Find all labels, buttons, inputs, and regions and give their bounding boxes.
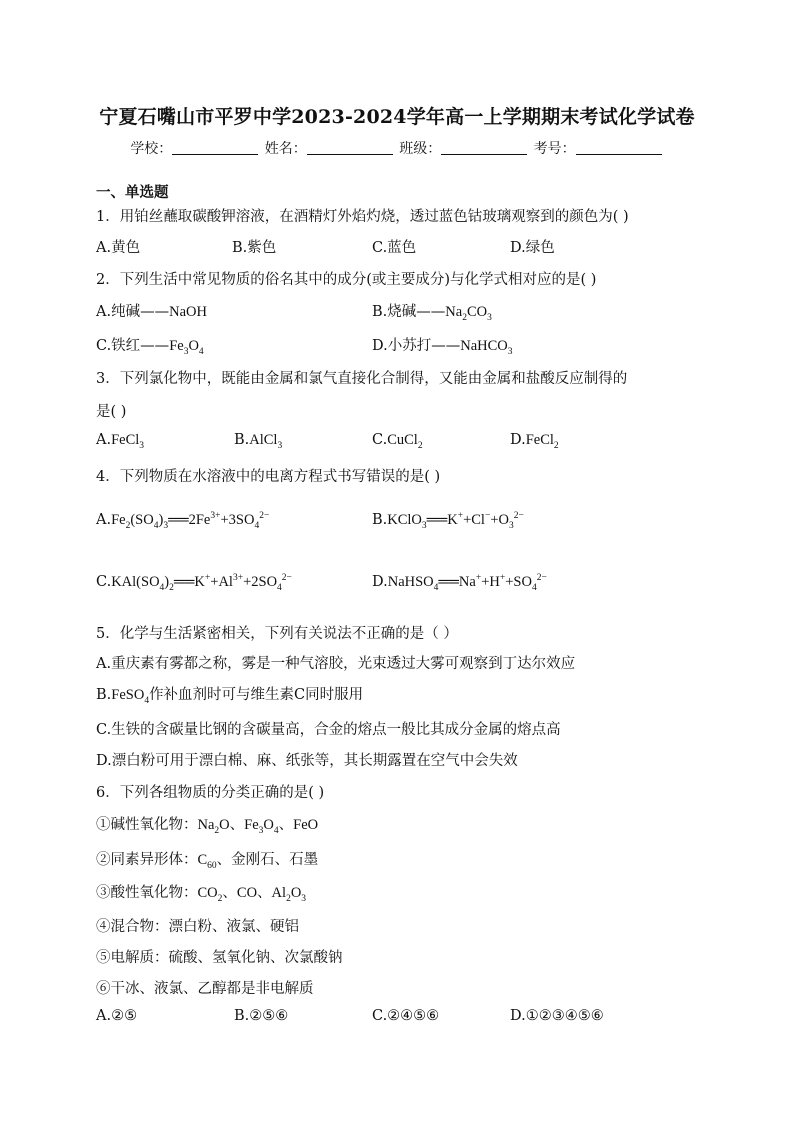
- class-label: 班级：: [399, 141, 442, 157]
- q3-stem-line1: 3．下列氯化物中，既能由金属和氯气直接化合制得，又能由金属和盐酸反应制得的: [96, 371, 628, 387]
- q6-stem: 6．下列各组物质的分类正确的是( ): [96, 785, 325, 801]
- name-label: 姓名：: [264, 141, 307, 157]
- q1-stem: 1．用铂丝蘸取碳酸钾溶液，在酒精灯外焰灼烧，透过蓝色钴玻璃观察到的颜色为( ): [96, 209, 629, 225]
- q3-option-b[interactable]: B.AlCl$_3$: [234, 432, 283, 451]
- q5-option-a[interactable]: A.重庆素有雾都之称，雾是一种气溶胶，光束透过大雾可观察到丁达尔效应: [96, 656, 576, 672]
- q3-option-c[interactable]: C.CuCl$_2$: [372, 432, 423, 451]
- q5-option-c[interactable]: C.生铁的含碳量比钢的含碳量高，合金的熔点一般比其成分金属的熔点高: [96, 722, 561, 738]
- q2-option-d-formula: NaHCO$_3$: [460, 338, 513, 357]
- q4-option-d[interactable]: $D.NaHSO_4══Na^++H^++SO_4^{2-}$: [372, 573, 547, 593]
- q3-option-a[interactable]: A.FeCl$_3$: [96, 432, 145, 451]
- exam-title: 宁夏石嘴山市平罗中学2023-2024学年高一上学期期末考试化学试卷: [99, 106, 695, 128]
- q6-item-4: ④混合物：漂白粉、液氯、硬铝: [96, 919, 299, 935]
- q6-option-c[interactable]: C.②④⑤⑥: [372, 1008, 440, 1024]
- q2-option-c-label: C.铁红——: [96, 338, 170, 354]
- q2-option-d[interactable]: [372, 334, 513, 355]
- q2-option-a-label: A.纯碱——: [96, 304, 170, 320]
- q4-option-b[interactable]: $B.KClO_3══K^++Cl^-+O_3^{2-}$: [372, 511, 524, 531]
- q6-item-2: ②同素异形体：$C_{60}$、金刚石、石墨: [96, 852, 319, 871]
- q6-option-b[interactable]: B.②⑤⑥: [234, 1008, 289, 1024]
- q2-stem: 2．下列生活中常见物质的俗名其中的成分(或主要成分)与化学式相对应的是( ): [96, 272, 597, 288]
- q4-option-a[interactable]: $A.Fe_2(SO_4)_3══2Fe^{3+}+3SO_4^{2-}$: [96, 511, 270, 531]
- q6-item-1: ①碱性氧化物：$Na_2O$、$Fe_3O_4$、FeO: [96, 817, 319, 836]
- exam-number-blank[interactable]: [576, 140, 662, 155]
- q2-option-a[interactable]: [96, 300, 207, 321]
- q2-option-b-label: B.烧碱——: [372, 304, 446, 320]
- name-blank[interactable]: [307, 140, 393, 155]
- q6-item-5: ⑤电解质：硫酸、氢氧化钠、次氯酸钠: [96, 950, 343, 966]
- q2-option-d-label: D.小苏打——: [372, 338, 461, 354]
- school-label: 学校：: [130, 141, 173, 157]
- q6-item-6: ⑥干冰、液氯、乙醇都是非电解质: [96, 981, 314, 997]
- q1-option-c[interactable]: C.蓝色: [372, 240, 417, 256]
- q2-option-b[interactable]: [372, 300, 492, 321]
- q6-item-3: ③酸性氧化物：$CO_2$、CO、$Al_2O_3$: [96, 885, 307, 904]
- q6-option-d[interactable]: D.①②③④⑤⑥: [510, 1008, 604, 1024]
- q2-option-b-formula: $Na_2CO_3$: [445, 304, 492, 323]
- q2-option-a-formula: NaOH: [169, 304, 207, 320]
- section-heading: 一、单选题: [96, 184, 169, 201]
- q5-option-d[interactable]: D.漂白粉可用于漂白棉、麻、纸张等，其长期露置在空气中会失效: [96, 753, 518, 769]
- q1-option-d[interactable]: D.绿色: [510, 240, 555, 256]
- exam-number-label: 考号：: [533, 141, 576, 157]
- school-blank[interactable]: [172, 140, 258, 155]
- q2-option-c[interactable]: [96, 334, 204, 355]
- q1-option-a[interactable]: A.黄色: [96, 240, 141, 256]
- q5-stem: 5．化学与生活紧密相关，下列有关说法不正确的是（ ）: [96, 626, 458, 642]
- student-info-row: [0, 138, 794, 158]
- q6-option-a[interactable]: A.②⑤: [96, 1008, 138, 1024]
- q2-option-c-formula: $Fe_3O_4$: [169, 338, 204, 357]
- q3-option-d[interactable]: D.FeCl$_2$: [510, 432, 559, 451]
- q3-stem-line2: 是( ): [96, 404, 127, 420]
- class-blank[interactable]: [441, 140, 527, 155]
- q4-stem: 4．下列物质在水溶液中的电离方程式书写错误的是( ): [96, 469, 441, 485]
- q5-option-b[interactable]: B.FeSO$_4$作补血剂时可与维生素C同时服用: [96, 687, 364, 706]
- q1-option-b[interactable]: B.紫色: [232, 240, 277, 256]
- q4-option-c[interactable]: $C.KAl(SO_4)_2══K^++Al^{3+}+2SO_4^{2-}$: [96, 573, 292, 593]
